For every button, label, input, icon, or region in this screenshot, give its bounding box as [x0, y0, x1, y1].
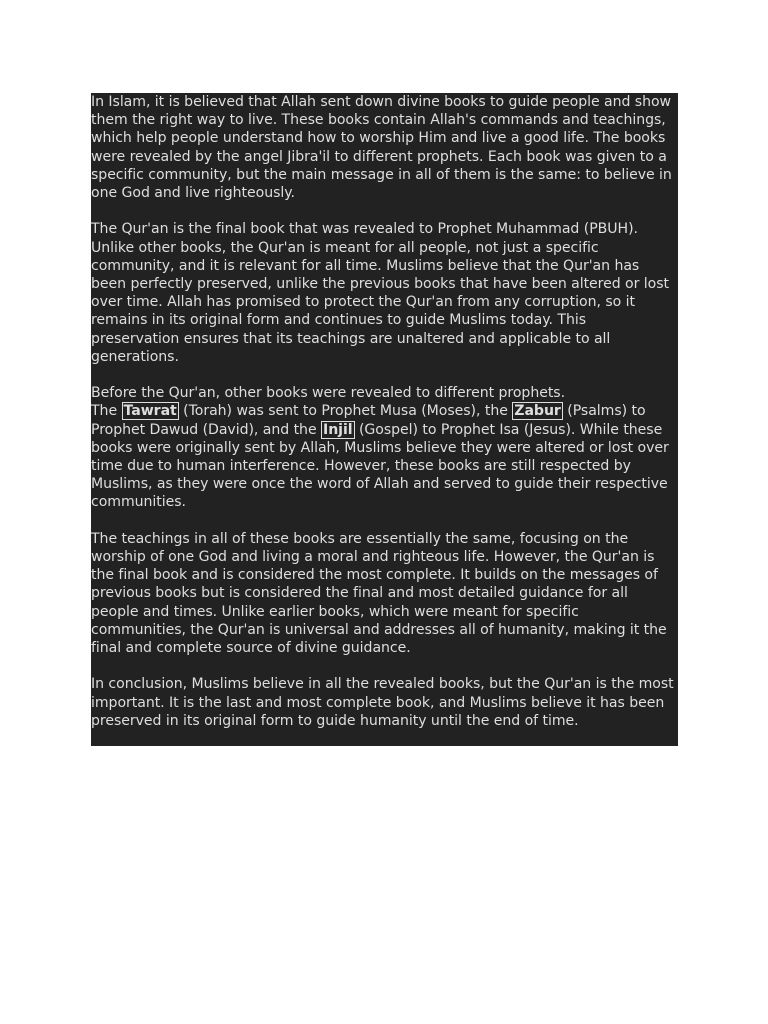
- text-segment-2: (Psalms) to Prophet Dawud (David), and the: [91, 403, 646, 438]
- term-zabur: Zabur: [514, 403, 561, 420]
- paragraph-teachings: The teachings in all of these books are essentially the same, focusing on the worship of one God and living a moral and righteous life. However, the Qur'an is the final book and is considered the most complete. It builds on the messages of previous books but is considered the final and most detailed guidance for all people and times. Unlike earlier books, which were meant for specific communities, the Qur'an is universal and addresses all of humanity, making it the final and complete source of divine guidance.: [91, 530, 667, 657]
- paragraph-previous-books: [91, 384, 678, 511]
- term-tawrat: Tawrat: [123, 403, 177, 420]
- paragraph-quran: The Qur'an is the final book that was revealed to Prophet Muhammad (PBUH). Unlike other books, the Qur'an is meant for all people, not just a specific community, and it is relevant for all time. Muslims believe that the Qur'an has been perfectly preserved, unlike the previous books that have been altered or lost over time. Allah has promised to protect the Qur'an from any corruption, so it remains in its original form and continues to guide Muslims today. This preservation ensures that its teachings are unaltered and applicable to all generations.: [91, 221, 670, 365]
- text-segment-1: (Torah) was sent to Prophet Musa (Moses), the: [178, 403, 513, 420]
- paragraph-conclusion: In conclusion, Muslims believe in all the revealed books, but the Qur'an is the most important. It is the last and most complete book, and Muslims believe it has been preserved in its original form to guide humanity until the end of time.: [91, 676, 674, 729]
- term-injil: Injil: [323, 421, 353, 438]
- text-block: [91, 93, 678, 746]
- text-segment-3: (Gospel) to Prophet Isa (Jesus). While these books were originally sent by Allah, Muslims believe they were altered or lost over time due to human interference. However, these books are still respected by Muslims, as they were once the word of Allah and served to guide their respective communities.: [91, 421, 669, 511]
- paragraph-intro: In Islam, it is believed that Allah sent down divine books to guide people and show them the right way to live. These books contain Allah's commands and teachings, which help people understand how to worship Him and live a good life. The books were revealed by the angel Jibra'il to different prophets. Each book was given to a specific community, but the main message in all of them is the same: to believe in one God and live righteously.: [91, 94, 672, 202]
- previous-books-intro: Before the Qur'an, other books were revealed to different prophets.: [91, 385, 566, 402]
- text-the: The: [91, 403, 122, 420]
